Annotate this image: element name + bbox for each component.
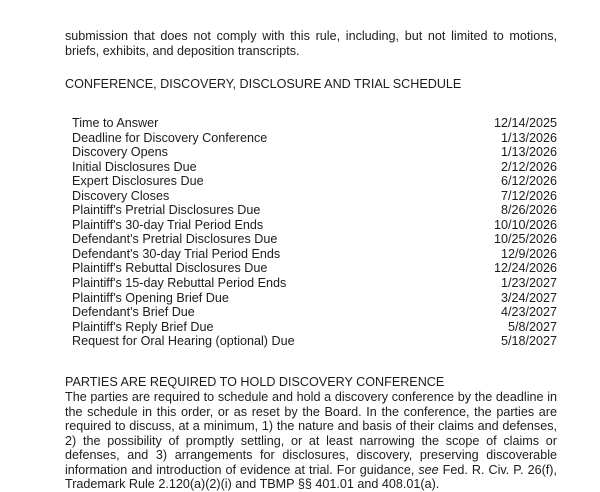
schedule-item-date: 12/24/2026: [493, 261, 557, 276]
schedule-item-label: Plaintiff's Rebuttal Disclosures Due: [72, 261, 268, 276]
schedule-row: [72, 145, 557, 160]
schedule-row: [72, 232, 557, 247]
schedule-item-date: 2/12/2026: [500, 159, 557, 174]
schedule-item-label: Discovery Opens: [72, 145, 168, 160]
schedule-row: [72, 305, 557, 320]
see-citation-italic: see: [418, 462, 439, 477]
schedule-item-label: Plaintiff's Reply Brief Due: [72, 319, 214, 334]
schedule-item-label: Defendant's Brief Due: [72, 305, 195, 320]
schedule-row: [72, 189, 557, 204]
schedule-item-label: Plaintiff's Pretrial Disclosures Due: [72, 203, 261, 218]
conference-text-after: Fed. R. Civ. P. 26(f), Trademark Rule 2.120(a)(2)(i) and TBMP §§ 401.01 and 408.01(a).: [65, 462, 557, 491]
schedule-item-date: 12/9/2026: [500, 246, 557, 261]
schedule-item-label: Plaintiff's 15-day Rebuttal Period Ends: [72, 276, 287, 291]
schedule-item-label: Defendant's 30-day Trial Period Ends: [72, 246, 281, 261]
schedule-row: [72, 247, 557, 262]
schedule-row: [72, 174, 557, 189]
schedule-item-label: Deadline for Discovery Conference: [72, 130, 268, 145]
schedule-item-label: Expert Disclosures Due: [72, 174, 204, 189]
schedule-item-label: Plaintiff's Opening Brief Due: [72, 290, 229, 305]
schedule-row: [72, 320, 557, 335]
schedule-item-date: 12/14/2025: [493, 116, 557, 130]
schedule-item-date: 1/13/2026: [500, 130, 557, 145]
schedule-item-date: 5/8/2027: [507, 319, 557, 334]
schedule-item-date: 7/12/2026: [500, 188, 557, 203]
schedule-heading: CONFERENCE, DISCOVERY, DISCLOSURE AND TRIAL SCHEDULE: [65, 77, 462, 91]
schedule-row: [72, 334, 557, 349]
schedule-row: [72, 291, 557, 306]
schedule-item-date: 5/18/2027: [500, 334, 557, 349]
intro-paragraph: submission that does not comply with this rule, including, but not limited to motions, briefs, exhibits, and deposition transcripts.: [65, 29, 557, 58]
schedule-item-label: Defendant's Pretrial Disclosures Due: [72, 232, 278, 247]
schedule-item-date: 4/23/2027: [500, 305, 557, 320]
schedule-item-label: Time to Answer: [72, 116, 159, 130]
schedule-row: [72, 131, 557, 146]
schedule-row: [72, 203, 557, 218]
schedule-table: [72, 116, 557, 349]
conference-text-before: The parties are required to schedule and hold a discovery conference by the deadline in the schedule in this order, or as reset by the Board. In the conference, the parties are required to discuss, at a minimum, 1) the nature and basis of their claims and defenses, 2) the possibility of promptly settling, or at least narrowing the scope of claims or defenses, and 3) arrangements for disclosures, discovery, preserving discoverable information and introduction of evidence at trial. For guidance,: [65, 390, 557, 477]
schedule-item-date: 8/26/2026: [500, 203, 557, 218]
schedule-item-date: 10/10/2026: [493, 217, 557, 232]
schedule-item-date: 1/13/2026: [500, 145, 557, 160]
schedule-row: [72, 116, 557, 131]
conference-heading: PARTIES ARE REQUIRED TO HOLD DISCOVERY CONFERENCE: [65, 375, 445, 389]
schedule-row: [72, 261, 557, 276]
schedule-item-date: 6/12/2026: [500, 174, 557, 189]
schedule-row: [72, 160, 557, 175]
conference-paragraph: [65, 390, 557, 492]
schedule-item-date: 1/23/2027: [500, 276, 557, 291]
schedule-item-label: Initial Disclosures Due: [72, 159, 197, 174]
schedule-row: [72, 218, 557, 233]
schedule-item-label: Request for Oral Hearing (optional) Due: [72, 334, 295, 349]
schedule-row: [72, 276, 557, 291]
schedule-item-label: Discovery Closes: [72, 188, 170, 203]
schedule-item-date: 3/24/2027: [500, 290, 557, 305]
schedule-item-label: Plaintiff's 30-day Trial Period Ends: [72, 217, 264, 232]
schedule-item-date: 10/25/2026: [493, 232, 557, 247]
